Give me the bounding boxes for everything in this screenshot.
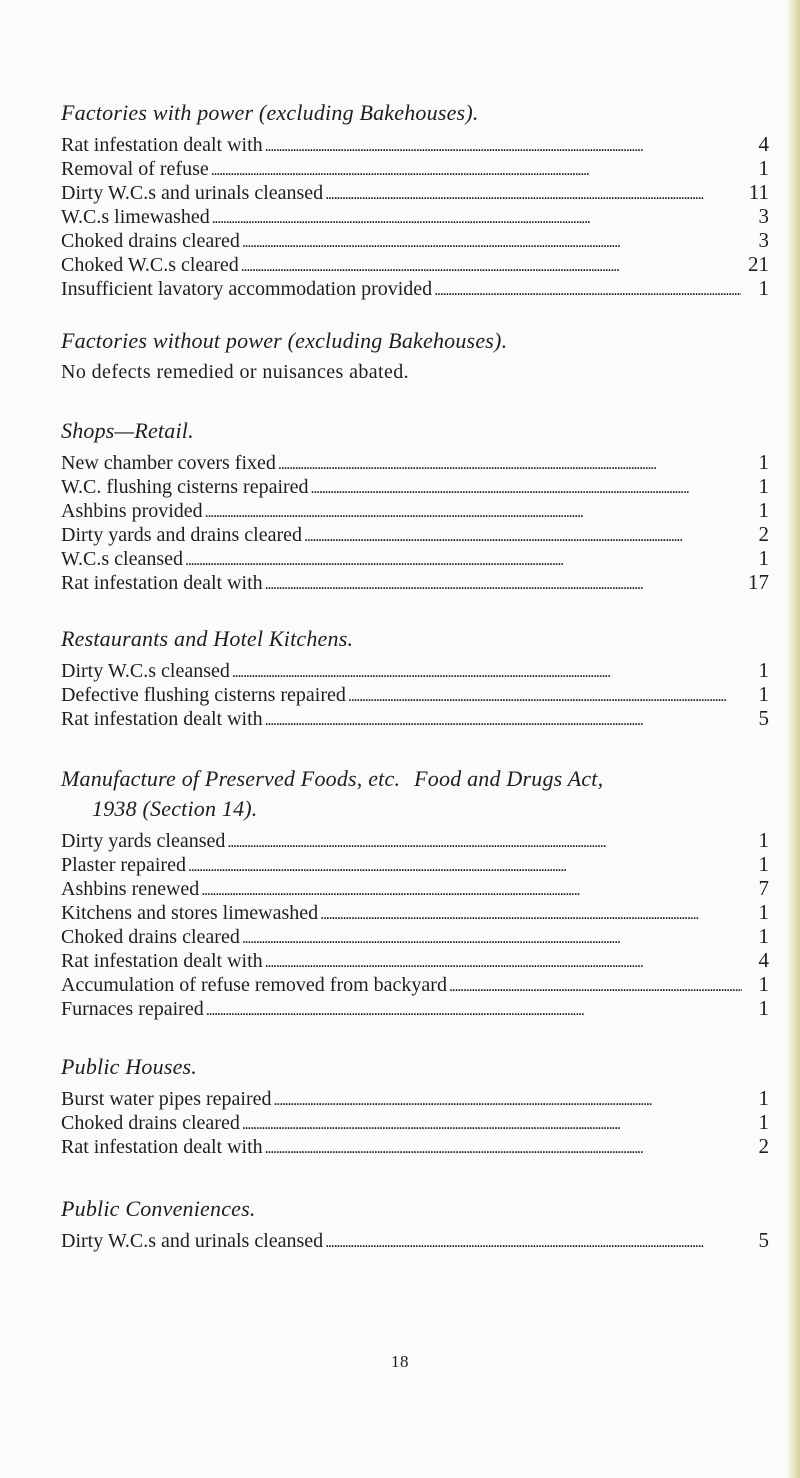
leader-dots <box>320 901 735 927</box>
item-count: 4 <box>758 132 769 156</box>
leader-dots <box>311 475 735 501</box>
item-label: Dirty W.C.s and urinals cleansed <box>61 182 324 204</box>
page-edge-shadow <box>786 0 800 1478</box>
list-item <box>61 132 769 156</box>
list-item <box>61 876 769 900</box>
heading-part: (excluding Bakehouses). <box>287 328 508 353</box>
item-label: Dirty yards cleansed <box>61 830 226 852</box>
item-count: 1 <box>758 996 769 1020</box>
page-number: 18 <box>391 1352 409 1371</box>
list-item <box>61 498 769 522</box>
item-label: Insufficient lavatory accommodation provided <box>61 278 433 300</box>
item-label: Choked drains cleared <box>61 230 240 252</box>
item-label: W.C.s limewashed <box>61 206 210 228</box>
list-item <box>61 924 769 948</box>
section-heading <box>61 764 769 824</box>
item-label: Choked drains cleared <box>61 1112 240 1134</box>
leader-dots <box>185 547 735 573</box>
item-count: 7 <box>758 876 769 900</box>
item-label: Plaster repaired <box>61 854 186 876</box>
item-label: Removal of refuse <box>61 158 209 180</box>
list-item <box>61 972 769 996</box>
heading-part: Factories with power <box>61 100 259 125</box>
item-label: Dirty yards and drains cleared <box>61 524 303 546</box>
leader-dots <box>265 949 735 975</box>
item-count: 1 <box>758 900 769 924</box>
leader-dots <box>325 181 735 207</box>
list-item <box>61 1086 769 1110</box>
item-count: 5 <box>758 1228 769 1252</box>
item-label: Choked drains cleared <box>61 926 240 948</box>
item-label: W.C.s cleansed <box>61 548 184 570</box>
item-count: 1 <box>758 276 769 300</box>
list-item <box>61 828 769 852</box>
item-label: Dirty W.C.s cleansed <box>61 660 230 682</box>
list-item <box>61 546 769 570</box>
heading-part: Factories without power <box>61 328 288 353</box>
item-count: 1 <box>758 450 769 474</box>
heading-line <box>61 764 769 794</box>
item-count: 1 <box>758 498 769 522</box>
leader-dots <box>325 1229 735 1255</box>
heading-part: (excluding Bakehouses). <box>258 100 479 125</box>
section-heading <box>61 1052 769 1082</box>
section-public-houses <box>61 1052 769 1158</box>
list-item <box>61 450 769 474</box>
item-label: Ashbins provided <box>61 500 203 522</box>
item-count: 1 <box>758 1086 769 1110</box>
list-item <box>61 1110 769 1134</box>
item-label: Furnaces repaired <box>61 998 204 1020</box>
item-label: Defective flushing cisterns repaired <box>61 684 346 706</box>
heading-part: Shops—Retail. <box>61 418 194 443</box>
item-count: 3 <box>758 204 769 228</box>
list-item <box>61 474 769 498</box>
section-restaurants-hotel-kitchens <box>61 624 769 730</box>
heading-part: Restaurants and Hotel Kitchens. <box>61 626 354 651</box>
heading-part: Manufacture of Preserved Foods, etc. <box>61 766 401 791</box>
section-factories-without-power <box>61 326 769 384</box>
leader-dots <box>449 973 742 999</box>
item-label: Accumulation of refuse removed from backyard <box>61 974 447 996</box>
section-heading <box>61 326 769 356</box>
leader-dots <box>201 877 735 903</box>
list-item <box>61 948 769 972</box>
list-item <box>61 1228 769 1252</box>
leader-dots <box>241 253 735 279</box>
leader-dots <box>348 683 735 709</box>
leader-dots <box>211 157 735 183</box>
item-label: Dirty W.C.s and urinals cleansed <box>61 1230 324 1252</box>
heading-part: Public Houses. <box>61 1054 198 1079</box>
list-item <box>61 706 769 730</box>
list-item <box>61 900 769 924</box>
list-item <box>61 180 769 204</box>
section-heading <box>61 416 769 446</box>
section-heading <box>61 98 769 128</box>
list-item <box>61 522 769 546</box>
section-heading <box>61 624 769 654</box>
item-label: Rat infestation dealt with <box>61 134 263 156</box>
leader-dots <box>278 451 735 477</box>
report-body <box>61 98 769 1286</box>
item-label: Choked W.C.s cleared <box>61 254 239 276</box>
list-item <box>61 996 769 1020</box>
item-count: 1 <box>758 682 769 706</box>
list-item <box>61 252 769 276</box>
leader-dots <box>273 1087 735 1113</box>
item-count: 1 <box>758 852 769 876</box>
item-count: 1 <box>758 1110 769 1134</box>
item-count: 5 <box>758 706 769 730</box>
leader-dots <box>242 1111 735 1137</box>
heading-part: Public Conveniences. <box>61 1196 256 1221</box>
list-item <box>61 156 769 180</box>
item-label: Kitchens and stores limewashed <box>61 902 319 924</box>
list-item <box>61 1134 769 1158</box>
section-preserved-foods <box>61 764 769 1020</box>
heading-line: 1938 (Section 14). <box>92 796 258 821</box>
item-count: 1 <box>758 474 769 498</box>
leader-dots <box>434 277 741 303</box>
heading-part: Food and Drugs Act, <box>414 766 604 791</box>
item-count: 2 <box>758 522 769 546</box>
list-item <box>61 228 769 252</box>
leader-dots <box>265 707 735 733</box>
leader-dots <box>304 523 735 549</box>
item-count: 11 <box>748 180 769 204</box>
section-shops-retail <box>61 416 769 594</box>
leader-dots <box>188 853 735 879</box>
item-count: 1 <box>758 924 769 948</box>
item-count: 17 <box>748 570 769 594</box>
item-count: 1 <box>758 546 769 570</box>
leader-dots <box>232 659 735 685</box>
item-label: Rat infestation dealt with <box>61 708 263 730</box>
item-label: Burst water pipes repaired <box>61 1088 272 1110</box>
item-label: Rat infestation dealt with <box>61 950 263 972</box>
list-item <box>61 852 769 876</box>
item-label: Rat infestation dealt with <box>61 572 263 594</box>
item-count: 1 <box>758 828 769 852</box>
section-heading <box>61 1194 769 1224</box>
item-label: W.C. flushing cisterns repaired <box>61 476 309 498</box>
list-item <box>61 658 769 682</box>
section-public-conveniences <box>61 1194 769 1252</box>
list-item <box>61 682 769 706</box>
leader-dots <box>227 829 735 855</box>
section-factories-with-power <box>61 98 769 300</box>
item-label: New chamber covers fixed <box>61 452 276 474</box>
leader-dots <box>265 571 735 597</box>
leader-dots <box>206 997 735 1023</box>
leader-dots <box>242 925 735 951</box>
leader-dots <box>205 499 735 525</box>
list-item <box>61 204 769 228</box>
leader-dots <box>242 229 735 255</box>
list-item <box>61 276 769 300</box>
item-label: Ashbins renewed <box>61 878 200 900</box>
item-count: 1 <box>758 658 769 682</box>
item-count: 2 <box>758 1134 769 1158</box>
item-count: 1 <box>758 156 769 180</box>
list-item <box>61 570 769 594</box>
leader-dots <box>212 205 735 231</box>
item-label: Rat infestation dealt with <box>61 1136 263 1158</box>
leader-dots <box>265 133 735 159</box>
item-count: 3 <box>758 228 769 252</box>
leader-dots <box>265 1135 735 1161</box>
item-count: 1 <box>758 972 769 996</box>
item-count: 21 <box>748 252 769 276</box>
item-count: 4 <box>758 948 769 972</box>
section-statement: No defects remedied or nuisances abated. <box>61 361 410 383</box>
